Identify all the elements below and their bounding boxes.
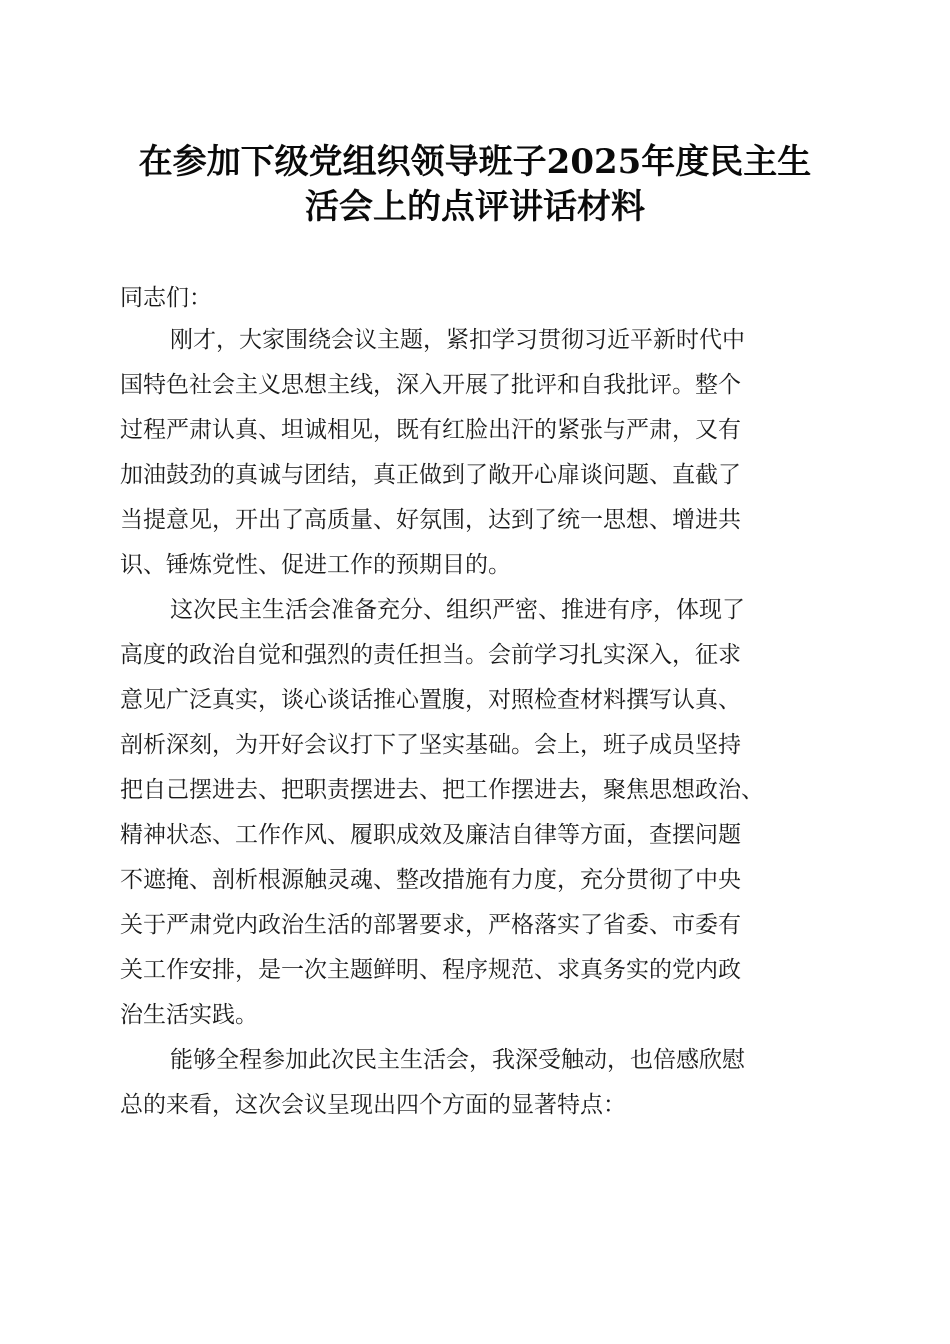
paragraph-line: 不遮掩、剖析根源触灵魂、整改措施有力度，充分贯彻了中央 [120,867,741,893]
paragraph-line: 这次民主生活会准备充分、组织严密、推进有序，体现了 [170,597,745,623]
paragraph-line: 国特色社会主义思想主线，深入开展了批评和自我批评。整个 [120,372,741,398]
paragraph-line: 过程严肃认真、坦诚相见，既有红脸出汗的紧张与严肃，又有 [120,417,741,443]
paragraph-line: 精神状态、工作作风、履职成效及廉洁自律等方面，查摆问题 [120,822,741,848]
paragraph-line: 意见广泛真实，谈心谈话推心置腹，对照检查材料撰写认真、 [120,687,741,713]
paragraph-line: 总的来看，这次会议呈现出四个方面的显著特点： [120,1092,626,1118]
paragraph-line: 刚才，大家围绕会议主题，紧扣学习贯彻习近平新时代中 [170,327,745,353]
document-title-line-1: 在参加下级党组织领导班子2025年度民主生 [138,142,812,182]
paragraph-line: 关工作安排，是一次主题鲜明、程序规范、求真务实的党内政 [120,957,741,983]
paragraph-line: 治生活实践。 [120,1002,258,1028]
paragraph-line: 把自己摆进去、把职责摆进去、把工作摆进去，聚焦思想政治、 [120,777,764,803]
document-title-line-2: 活会上的点评讲话材料 [305,187,645,227]
paragraph-line: 当提意见，开出了高质量、好氛围，达到了统一思想、增进共 [120,507,741,533]
paragraph-line: 能够全程参加此次民主生活会，我深受触动，也倍感欣慰 [170,1047,745,1073]
paragraph-line: 加油鼓劲的真诚与团结，真正做到了敞开心扉谈问题、直截了 [120,462,741,488]
paragraph-line: 高度的政治自觉和强烈的责任担当。会前学习扎实深入，征求 [120,642,741,668]
paragraph-line: 关于严肃党内政治生活的部署要求，严格落实了省委、市委有 [120,912,741,938]
salutation: 同志们： [120,285,212,311]
paragraph-line: 剖析深刻，为开好会议打下了坚实基础。会上，班子成员坚持 [120,732,741,758]
paragraph-line: 识、锤炼党性、促进工作的预期目的。 [120,552,511,578]
